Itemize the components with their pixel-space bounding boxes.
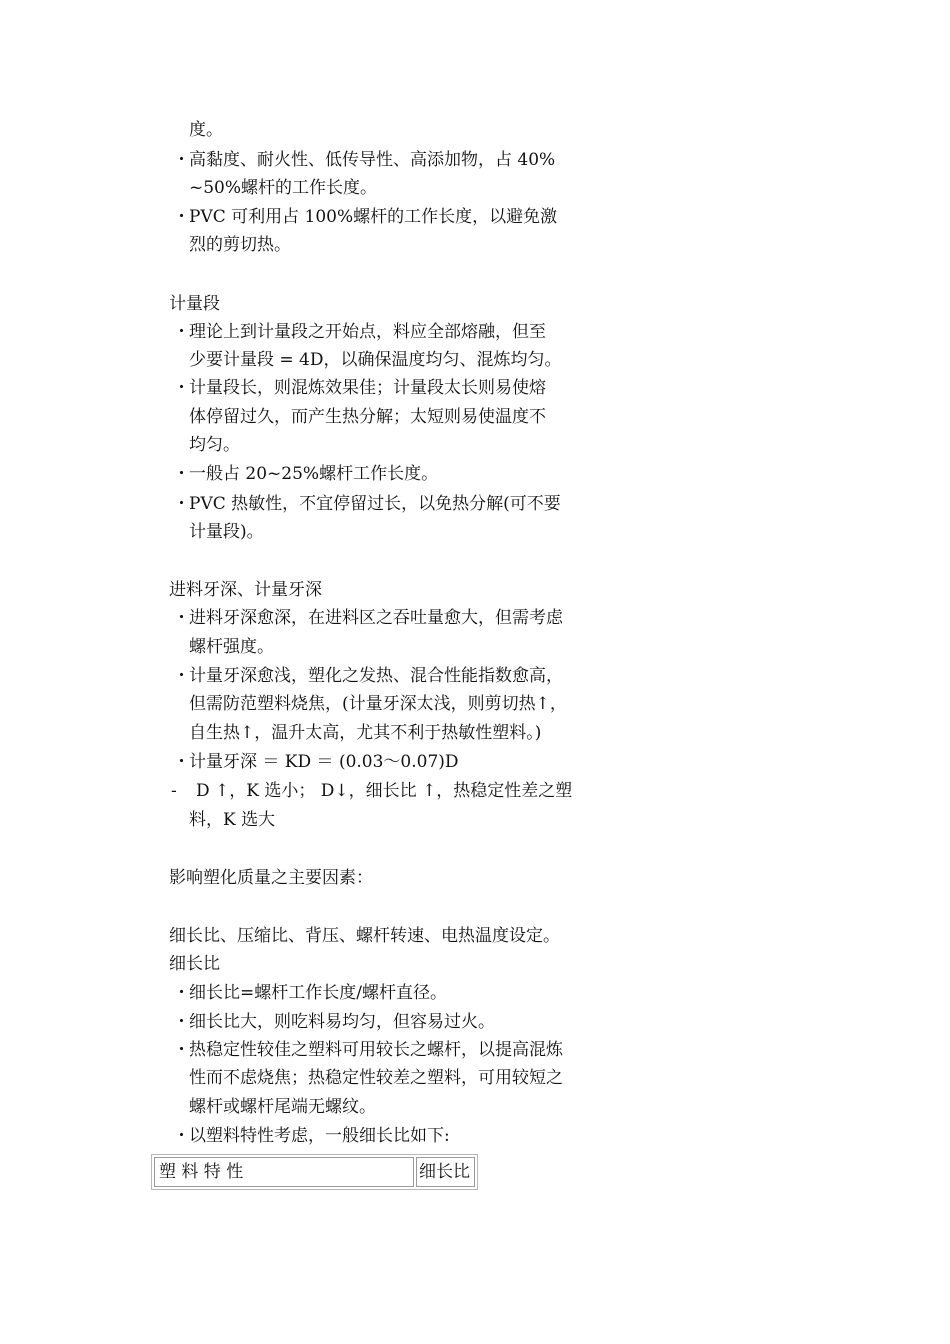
table-header-plastic-property: 塑 料 特 性 (154, 1157, 414, 1187)
continuation-line (0, 174, 950, 202)
section-heading (0, 864, 950, 892)
bullet-line (0, 1008, 950, 1036)
continuation-line (0, 1093, 950, 1121)
line-text: ~50%螺杆的工作长度。 (189, 178, 378, 198)
line-text: 自生热↑，温升太高，尤其不利于热敏性塑料。) (189, 723, 542, 743)
line-text: D ↑，K 选小； D↓，细长比 ↑，热稳定性差之塑 (196, 781, 573, 801)
line-text: 计量牙深 ＝ KD ＝ (0.03～0.07)D (189, 752, 459, 772)
bullet-line (0, 979, 950, 1007)
line-text: 均匀。 (189, 435, 240, 455)
bullet-line (0, 203, 950, 231)
heading-text: 影响塑化质量之主要因素： (169, 868, 373, 888)
continuation-line (0, 690, 950, 718)
bullet-marker: ・ (173, 207, 190, 227)
section-heading (0, 922, 950, 950)
bullet-marker: ・ (173, 150, 190, 170)
bullet-line (0, 318, 950, 346)
section-heading (0, 576, 950, 604)
bullet-line (0, 748, 950, 776)
heading-text: 计量段 (169, 294, 220, 314)
line-text: 进料牙深愈深，在进料区之吞吐量愈大，但需考虑 (189, 608, 563, 628)
line-text: 但需防范塑料烧焦，(计量牙深太浅，则剪切热↑， (189, 694, 567, 714)
bullet-line (0, 374, 950, 402)
bullet-line (0, 1036, 950, 1064)
line-text: 理论上到计量段之开始点，料应全部熔融，但至 (189, 322, 546, 342)
bullet-marker: ・ (173, 1012, 190, 1032)
line-text: 料，K 选大 (189, 810, 276, 830)
continuation-line (0, 346, 950, 374)
table-header-row (154, 1157, 475, 1187)
bullet-line (0, 460, 950, 488)
line-text: PVC 热敏性，不宜停留过长，以免热分解(可不要 (189, 494, 561, 514)
heading-text: 细长比、压缩比、背压、螺杆转速、电热温度设定。 (169, 926, 560, 946)
bullet-line (0, 662, 950, 690)
line-text: 细长比大，则吃料易均匀，但容易过火。 (189, 1012, 495, 1032)
continuation-line (0, 431, 950, 459)
continuation-line (0, 403, 950, 431)
section-heading (0, 290, 950, 318)
bullet-line (0, 1122, 950, 1150)
line-text: 以塑料特性考虑，一般细长比如下: (189, 1126, 450, 1146)
continuation-line (0, 806, 950, 834)
line-text: 体停留过久，而产生热分解；太短则易使温度不 (189, 407, 546, 427)
table-header-slenderness-ratio: 细长比 (416, 1157, 475, 1187)
line-text: 一般占 20~25%螺杆工作长度。 (189, 464, 439, 484)
line-text: 高黏度、耐火性、低传导性、高添加物，占 40% (189, 150, 556, 170)
heading-text: 进料牙深、计量牙深 (169, 580, 322, 600)
continuation-line (0, 231, 950, 259)
continuation-line (0, 633, 950, 661)
bullet-line (0, 777, 950, 805)
line-text: PVC 可利用占 100%螺杆的工作长度，以避免激 (189, 207, 558, 227)
line-text: 计量段)。 (189, 522, 264, 542)
slenderness-table (151, 1154, 478, 1190)
bullet-marker: ・ (173, 494, 190, 514)
line-text: 计量牙深愈浅，塑化之发热、混合性能指数愈高， (189, 666, 563, 686)
line-text: 螺杆强度。 (189, 637, 274, 657)
bullet-marker: ・ (173, 752, 190, 772)
bullet-marker: ・ (173, 1126, 190, 1146)
bullet-line (0, 604, 950, 632)
bullet-marker: ・ (173, 666, 190, 686)
bullet-marker: ・ (173, 378, 190, 398)
line-text: 细长比=螺杆工作长度/螺杆直径。 (189, 983, 447, 1003)
line-text: 烈的剪切热。 (189, 235, 291, 255)
line-text: 性而不虑烧焦；热稳定性较差之塑料，可用较短之 (189, 1068, 563, 1088)
bullet-marker: ・ (173, 608, 190, 628)
line-text: 度。 (189, 120, 223, 140)
line-text: 计量段长，则混炼效果佳；计量段太长则易使熔 (189, 378, 546, 398)
line-text: 热稳定性较佳之塑料可用较长之螺杆，以提高混炼 (189, 1040, 563, 1060)
bullet-line (0, 490, 950, 518)
section-heading (0, 950, 950, 978)
bullet-marker: ・ (173, 1040, 190, 1060)
bullet-marker: ・ (173, 464, 190, 484)
bullet-marker: ・ (173, 322, 190, 342)
bullet-marker: ・ (173, 983, 190, 1003)
line-text: 螺杆或螺杆尾端无螺纹。 (189, 1097, 376, 1117)
continuation-line (0, 116, 950, 144)
heading-text: 细长比 (169, 954, 220, 974)
continuation-line (0, 1064, 950, 1092)
continuation-line (0, 719, 950, 747)
dash-marker: - (171, 781, 177, 801)
continuation-line (0, 518, 950, 546)
line-text: 少要计量段 = 4D，以确保温度均匀、混炼均匀。 (189, 350, 562, 370)
bullet-line (0, 146, 950, 174)
